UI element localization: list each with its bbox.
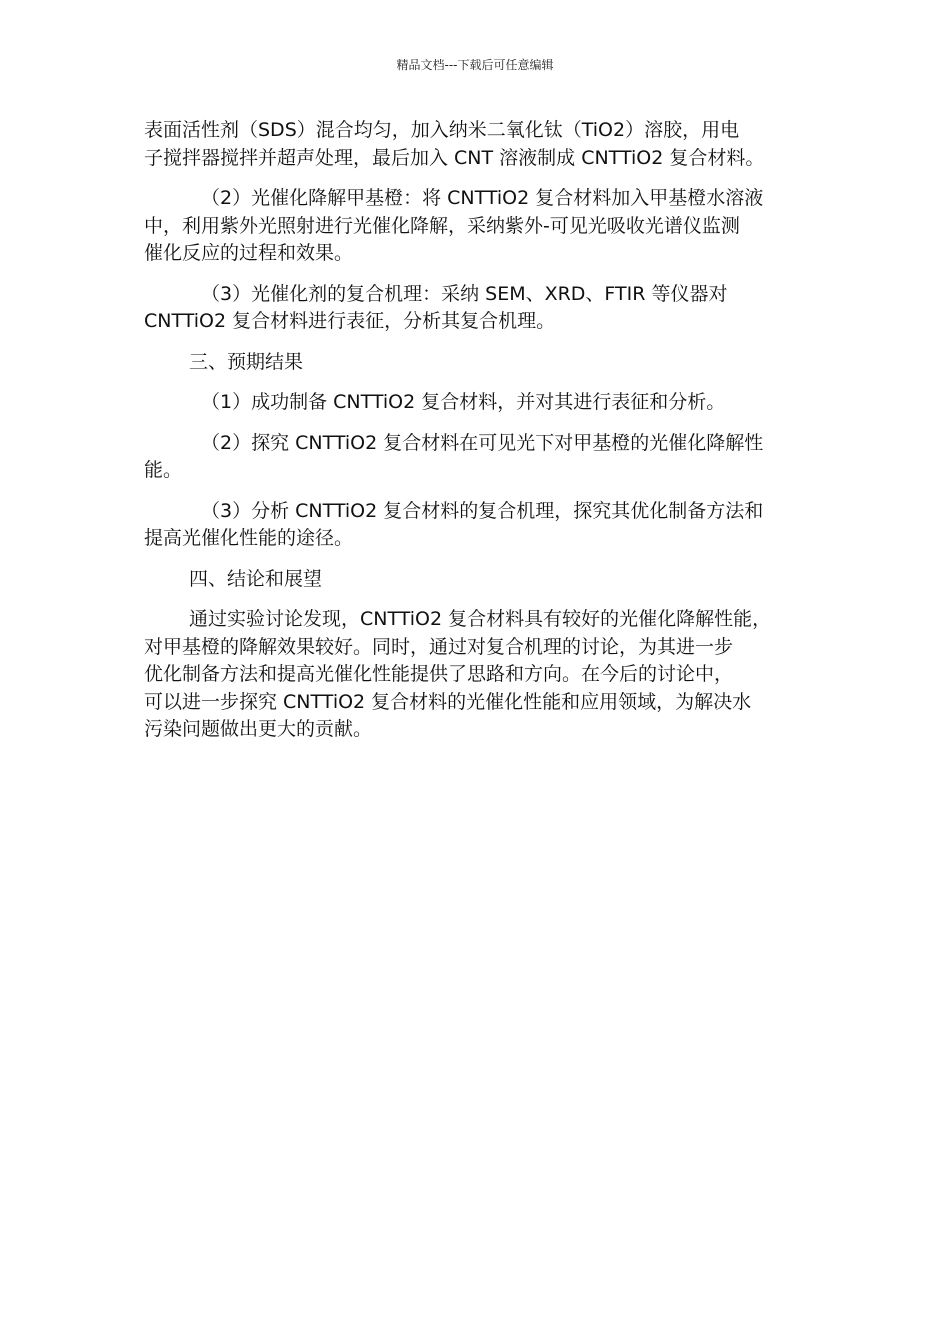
page-header: 精品文档---下载后可任意编辑: [396, 58, 554, 72]
paragraph-conclusion: 通过实验讨论发现，CNTTiO2 复合材料具有较好的光催化降解性能， 对甲基橙的降解效果较好。同时，通过对复合机理的讨论，为其进一步 优化制备方法和提高光催化性能提供了思路和方向。在今后的讨论中， 可以进一步探究 CNTTiO2 复合材料的光催化性能和应用领域，为解决水 污染问题做出更大的贡献。: [144, 608, 772, 740]
paragraph-result-1: （1）成功制备 CNTTiO2 复合材料，并对其进行表征和分析。: [201, 391, 726, 413]
paragraph-result-2: （2）探究 CNTTiO2 复合材料在可见光下对甲基橙的光催化降解性 能。: [144, 431, 764, 481]
paragraph-result-3: （3）分析 CNTTiO2 复合材料的复合机理，探究其优化制备方法和 提高光催化性能的途径。: [144, 499, 764, 549]
paragraph-method-step-3: （3）光催化剂的复合机理：采纳 SEM、XRD、FTIR 等仪器对 CNTTiO2 复合材料进行表征，分析其复合机理。: [144, 282, 728, 332]
paragraph-method-step-2: （2）光催化降解甲基橙：将 CNTTiO2 复合材料加入甲基橙水溶液 中，利用紫外光照射进行光催化降解，采纳紫外-可见光吸收光谱仪监测 催化反应的过程和效果。: [144, 187, 764, 264]
section-heading-expected-results: 三、预期结果: [189, 350, 304, 373]
paragraph-method-continued: 表面活性剂（SDS）混合均匀，加入纳米二氧化钛（TiO2）溶胶，用电 子搅拌器搅拌并超声处理，最后加入 CNT 溶液制成 CNTTiO2 复合材料。: [144, 119, 765, 169]
document-body: [144, 117, 814, 757]
section-heading-conclusion: 四、结论和展望: [189, 567, 323, 590]
